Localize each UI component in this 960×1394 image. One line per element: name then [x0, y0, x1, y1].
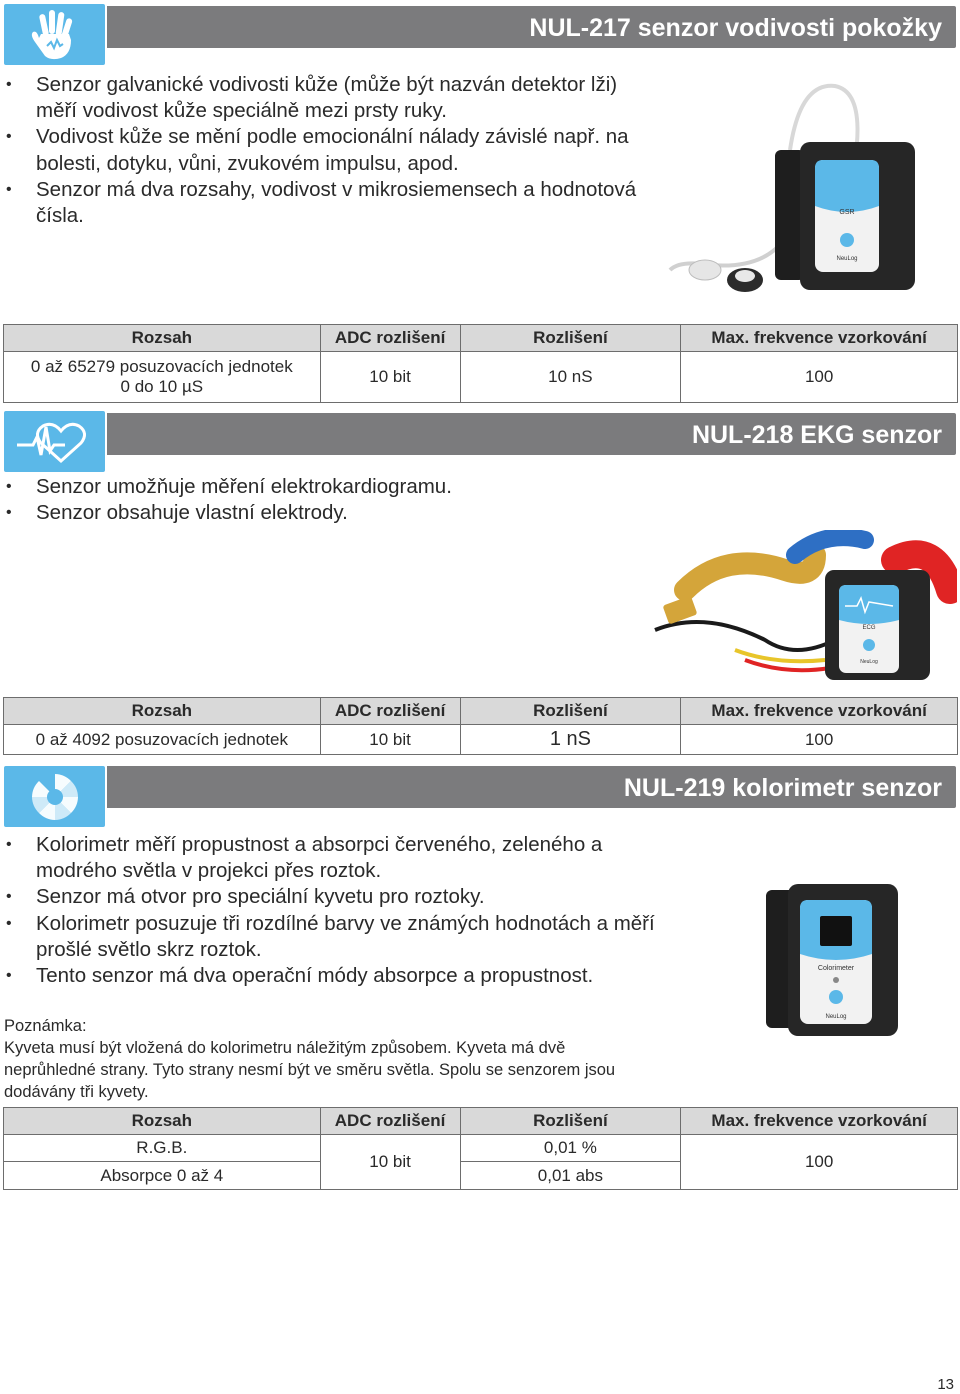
list-item: • Senzor umožňuje měření elektrokardiogramu. [4, 474, 654, 500]
table-header: Rozsah [4, 325, 321, 352]
table-header: ADC rozlišení [320, 1108, 460, 1135]
list-item: • Senzor má dva rozsahy, vodivost v mikrosiemensech a hodnotová čísla. [4, 177, 654, 229]
device-label: ECG [862, 625, 876, 631]
section-title: NUL-218 EKG senzor [691, 421, 942, 449]
table-header: ADC rozlišení [320, 325, 460, 352]
section-title: NUL-217 senzor vodivosti pokožky [529, 14, 942, 42]
list-item: • Tento senzor má dva operační módy absorpce a propustnost. [4, 963, 664, 989]
table-cell: 100 [681, 352, 958, 403]
table-cell: 0,01 abs [460, 1162, 681, 1190]
list-item: • Kolorimetr posuzuje tři rozdílné barvy ve známých hodnotách a měří prošlé světlo skrz roztok. [4, 911, 664, 963]
table-header: Rozlišení [460, 698, 681, 725]
spec-table [3, 324, 958, 403]
device-brand: NeuLog [836, 256, 858, 262]
table-cell: 100 [681, 1135, 958, 1190]
list-item: • Senzor má otvor pro speciální kyvetu pro roztoky. [4, 884, 664, 910]
list-item: • Kolorimetr měří propustnost a absorpci červeného, zeleného a modrého světla v projekci přes roztok. [4, 832, 664, 884]
section-title: NUL-219 kolorimetr senzor [623, 774, 942, 802]
bullet-list [4, 832, 664, 989]
table-header: Max. frekvence vzorkování [681, 1108, 958, 1135]
hand-icon-box [4, 4, 105, 65]
table-header: Max. frekvence vzorkování [681, 325, 958, 352]
note-text: Kyveta musí být vložená do kolorimetru náležitým způsobem. Kyveta má dvě neprůhledné strany. Tyto strany nesmí být ve směru světla. Spolu se senzorem jsou dodávány tři kyvety. [4, 1039, 616, 1101]
spec-table [3, 697, 958, 755]
table-cell [4, 352, 321, 403]
range-line: 0 až 65279 posuzovacích jednotek [30, 357, 293, 376]
table-cell: Absorpce 0 až 4 [4, 1162, 321, 1190]
list-item: • Vodivost kůže se mění podle emocionální nálady závislé např. na bolesti, dotyku, vůni, zvukovém impulsu, apod. [4, 124, 654, 176]
section-title-bar [107, 766, 956, 808]
page-number: 13 [937, 1376, 954, 1393]
table-header: Rozlišení [460, 325, 681, 352]
hand-icon [25, 8, 85, 62]
device-label: Colorimeter [817, 965, 855, 972]
table-cell: 1 nS [460, 725, 681, 755]
table-header: Rozsah [4, 698, 321, 725]
section-title-bar [107, 413, 956, 455]
list-item: • Senzor obsahuje vlastní elektrody. [4, 500, 654, 526]
bullet-list [4, 72, 654, 229]
table-header: ADC rozlišení [320, 698, 460, 725]
table-header: Max. frekvence vzorkování [681, 698, 958, 725]
color-icon-box [4, 766, 105, 827]
bullet-list [4, 474, 654, 526]
table-cell: 10 nS [460, 352, 681, 403]
table-header: Rozlišení [460, 1108, 681, 1135]
heart-ecg-icon [15, 417, 95, 467]
range-line: 0 do 10 µS [120, 377, 204, 396]
table-cell: 0,01 % [460, 1135, 681, 1162]
color-wheel-icon [30, 772, 80, 822]
heart-icon-box [4, 411, 105, 472]
table-header: Rozsah [4, 1108, 321, 1135]
table-cell: 10 bit [320, 725, 460, 755]
device-brand: NeuLog [825, 1014, 847, 1020]
table-cell: 100 [681, 725, 958, 755]
ekg-sensor-photo [645, 530, 957, 690]
list-item: • Senzor galvanické vodivosti kůže (může být nazván detektor lži) měří vodivost kůže speciálně mezi prsty ruky. [4, 72, 654, 124]
section-title-bar [107, 6, 956, 48]
colorimeter-sensor-photo [760, 882, 940, 1042]
table-cell: R.G.B. [4, 1135, 321, 1162]
table-cell: 10 bit [320, 1135, 460, 1190]
spec-table [3, 1107, 958, 1190]
table-cell: 10 bit [320, 352, 460, 403]
device-label: GSR [839, 209, 855, 216]
gsr-sensor-photo [650, 80, 950, 315]
table-cell: 0 až 4092 posuzovacích jednotek [4, 725, 321, 755]
device-brand: NeuLog [860, 659, 878, 665]
note-label: Poznámka: [4, 1017, 87, 1035]
